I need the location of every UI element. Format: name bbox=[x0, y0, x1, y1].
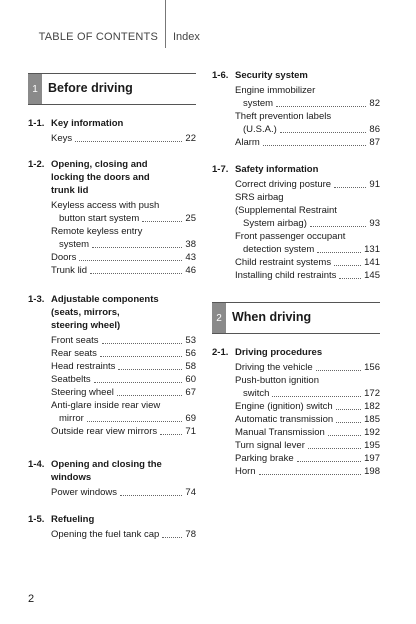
entry-last-line bbox=[235, 178, 380, 191]
entry-page-number: 141 bbox=[364, 257, 380, 268]
entry-list bbox=[51, 528, 196, 541]
dot-leader bbox=[87, 421, 183, 422]
entry-label-line: Keyless access with push bbox=[51, 200, 160, 211]
section-number: 1-7. bbox=[212, 164, 229, 175]
toc-entry-link[interactable] bbox=[235, 269, 380, 282]
toc-entry-link[interactable] bbox=[51, 360, 196, 373]
toc-entry-link[interactable] bbox=[51, 528, 196, 541]
entry-list bbox=[51, 199, 196, 277]
entry-label-line: Turn signal lever bbox=[235, 440, 305, 451]
entry-label-line: Power windows bbox=[51, 487, 117, 498]
entry-page-number: 60 bbox=[185, 374, 196, 385]
dot-leader bbox=[276, 106, 366, 107]
toc-entry-link[interactable] bbox=[51, 132, 196, 145]
entry-label-line: Trunk lid bbox=[51, 265, 88, 276]
toc-section bbox=[28, 458, 196, 499]
chapter-heading[interactable] bbox=[28, 73, 196, 105]
dot-leader bbox=[272, 396, 361, 397]
section-number: 1-2. bbox=[28, 159, 45, 170]
entry-last-line bbox=[235, 217, 380, 230]
entry-list bbox=[51, 486, 196, 499]
toc-section bbox=[212, 69, 380, 149]
entry-page-number: 93 bbox=[369, 218, 380, 229]
entry-last-line bbox=[235, 361, 380, 374]
chapter-number: 1 bbox=[28, 74, 42, 104]
entry-label-line: Parking brake bbox=[235, 453, 294, 464]
entry-page-number: 197 bbox=[364, 453, 380, 464]
entry-last-line bbox=[51, 264, 196, 277]
toc-section bbox=[212, 346, 380, 478]
section-title-line: Security system bbox=[235, 70, 308, 81]
entry-last-line bbox=[51, 132, 196, 145]
entry-last-line bbox=[51, 528, 196, 541]
section-title-line: windows bbox=[51, 472, 92, 483]
section-title-line: Adjustable components bbox=[51, 294, 159, 305]
dot-leader bbox=[334, 265, 361, 266]
entry-page-number: 192 bbox=[364, 427, 380, 438]
dot-leader bbox=[334, 187, 366, 188]
dot-leader bbox=[280, 132, 367, 133]
dot-leader bbox=[310, 226, 367, 227]
dot-leader bbox=[92, 247, 182, 248]
entry-label-line: Anti-glare inside rear view bbox=[51, 400, 161, 411]
entry-last-line bbox=[235, 136, 380, 149]
toc-entry-link[interactable] bbox=[235, 84, 380, 110]
section-number: 2-1. bbox=[212, 347, 229, 358]
entry-last-line bbox=[235, 269, 380, 282]
entry-label-line: Engine immobilizer bbox=[235, 85, 316, 96]
entry-label-line: Keys bbox=[51, 133, 73, 144]
header-divider bbox=[165, 0, 166, 48]
toc-entry-link[interactable] bbox=[51, 399, 196, 425]
entry-label-line: Horn bbox=[235, 466, 256, 477]
entry-page-number: 67 bbox=[185, 387, 196, 398]
entry-last-line bbox=[51, 238, 196, 251]
section-title-line: steering wheel) bbox=[51, 320, 121, 331]
toc-entry-link[interactable] bbox=[235, 110, 380, 136]
dot-leader bbox=[75, 141, 182, 142]
toc-section bbox=[28, 158, 196, 277]
entry-list bbox=[51, 334, 196, 438]
dot-leader bbox=[328, 435, 361, 436]
entry-list bbox=[235, 361, 380, 478]
entry-label-line: button start system bbox=[59, 213, 140, 224]
entry-last-line bbox=[51, 425, 196, 438]
dot-leader bbox=[317, 252, 361, 253]
toc-entry-link[interactable] bbox=[235, 452, 380, 465]
toc-section bbox=[28, 293, 196, 438]
entry-last-line bbox=[235, 452, 380, 465]
dot-leader bbox=[160, 434, 182, 435]
entry-last-line bbox=[235, 426, 380, 439]
dot-leader bbox=[339, 278, 361, 279]
entry-label-line: Correct driving posture bbox=[235, 179, 332, 190]
entry-page-number: 86 bbox=[369, 124, 380, 135]
toc-entry-link[interactable] bbox=[51, 386, 196, 399]
entry-label-line: system bbox=[59, 239, 90, 250]
entry-page-number: 195 bbox=[364, 440, 380, 451]
section-heading[interactable] bbox=[212, 346, 380, 359]
section-heading[interactable] bbox=[212, 69, 380, 82]
entry-page-number: 91 bbox=[369, 179, 380, 190]
entry-page-number: 46 bbox=[185, 265, 196, 276]
entry-page-number: 78 bbox=[185, 529, 196, 540]
entry-last-line bbox=[51, 212, 196, 225]
entry-label-line: Push-button ignition bbox=[235, 375, 319, 386]
entry-page-number: 156 bbox=[364, 362, 380, 373]
toc-entry-link[interactable] bbox=[235, 361, 380, 374]
dot-leader bbox=[336, 422, 361, 423]
toc-entry-link[interactable] bbox=[235, 178, 380, 191]
entry-list bbox=[235, 84, 380, 149]
section-heading[interactable] bbox=[28, 513, 196, 526]
entry-last-line bbox=[235, 400, 380, 413]
section-title-line: Key information bbox=[51, 118, 124, 129]
entry-page-number: 198 bbox=[364, 466, 380, 477]
entry-page-number: 58 bbox=[185, 361, 196, 372]
entry-label-line: Steering wheel bbox=[51, 387, 114, 398]
entry-page-number: 38 bbox=[185, 239, 196, 250]
section-title-line: Safety information bbox=[235, 164, 319, 175]
entry-label-line: SRS airbag bbox=[235, 192, 284, 203]
entry-page-number: 82 bbox=[369, 98, 380, 109]
entry-label-line: Opening the fuel tank cap bbox=[51, 529, 160, 540]
toc-entry-link[interactable] bbox=[51, 347, 196, 360]
entry-label-line: system bbox=[243, 98, 274, 109]
entry-label-line: Theft prevention labels bbox=[235, 111, 332, 122]
entry-last-line bbox=[235, 256, 380, 269]
chapter-title: When driving bbox=[232, 310, 312, 324]
entry-last-line bbox=[51, 347, 196, 360]
toc-section bbox=[212, 163, 380, 282]
entry-label-line: Rear seats bbox=[51, 348, 97, 359]
dot-leader bbox=[100, 356, 182, 357]
toc-entry-link[interactable] bbox=[235, 400, 380, 413]
entry-page-number: 71 bbox=[185, 426, 196, 437]
toc-entry-link[interactable] bbox=[51, 425, 196, 438]
entry-last-line bbox=[51, 386, 196, 399]
section-heading[interactable] bbox=[28, 158, 196, 197]
entry-last-line bbox=[235, 413, 380, 426]
toc-entry-link[interactable] bbox=[235, 426, 380, 439]
entry-label-line: Outside rear view mirrors bbox=[51, 426, 158, 437]
dot-leader bbox=[90, 273, 182, 274]
toc-entry-link[interactable] bbox=[51, 251, 196, 264]
section-heading[interactable] bbox=[28, 293, 196, 332]
dot-leader bbox=[117, 395, 183, 396]
entry-label-line: (U.S.A.) bbox=[243, 124, 277, 135]
entry-label-line: Front passenger occupant bbox=[235, 231, 346, 242]
entry-last-line bbox=[235, 387, 380, 400]
toc-entry-link[interactable] bbox=[235, 256, 380, 269]
entry-page-number: 69 bbox=[185, 413, 196, 424]
toc-entry-link[interactable] bbox=[235, 439, 380, 452]
toc-entry-link[interactable] bbox=[51, 225, 196, 251]
dot-leader bbox=[259, 474, 362, 475]
entry-last-line bbox=[51, 251, 196, 264]
chapter-number: 2 bbox=[212, 303, 226, 333]
dot-leader bbox=[142, 221, 182, 222]
entry-page-number: 53 bbox=[185, 335, 196, 346]
entry-last-line bbox=[235, 97, 380, 110]
section-number: 1-6. bbox=[212, 70, 229, 81]
toc-entry-link[interactable] bbox=[235, 136, 380, 149]
toc-entry-link[interactable] bbox=[235, 374, 380, 400]
entry-label-line: Driving the vehicle bbox=[235, 362, 313, 373]
entry-last-line bbox=[51, 412, 196, 425]
table-of-contents-link[interactable]: TABLE OF CONTENTS bbox=[38, 31, 158, 43]
toc-entry-link[interactable] bbox=[51, 199, 196, 225]
chapter-heading[interactable] bbox=[212, 302, 380, 334]
entry-label-line: System airbag) bbox=[243, 218, 307, 229]
entry-last-line bbox=[235, 123, 380, 136]
entry-page-number: 145 bbox=[364, 270, 380, 281]
dot-leader bbox=[162, 537, 182, 538]
section-title-line: Refueling bbox=[51, 514, 95, 525]
entry-page-number: 185 bbox=[364, 414, 380, 425]
dot-leader bbox=[308, 448, 361, 449]
entry-last-line bbox=[235, 439, 380, 452]
section-title-line: Opening, closing and bbox=[51, 159, 148, 170]
entry-label-line: (Supplemental Restraint bbox=[235, 205, 337, 216]
section-heading[interactable] bbox=[28, 458, 196, 484]
entry-page-number: 74 bbox=[185, 487, 196, 498]
entry-last-line bbox=[235, 243, 380, 256]
entry-last-line bbox=[51, 373, 196, 386]
section-title-line: (seats, mirrors, bbox=[51, 307, 120, 318]
section-number: 1-5. bbox=[28, 514, 45, 525]
toc-section bbox=[28, 117, 196, 145]
toc-entry-link[interactable] bbox=[235, 465, 380, 478]
section-heading[interactable] bbox=[212, 163, 380, 176]
page-header bbox=[0, 0, 416, 48]
entry-label-line: Installing child restraints bbox=[235, 270, 337, 281]
entry-label-line: Doors bbox=[51, 252, 77, 263]
index-link[interactable]: Index bbox=[173, 31, 200, 43]
chapter-title: Before driving bbox=[48, 81, 133, 95]
toc-entry-link[interactable] bbox=[235, 191, 380, 230]
entry-page-number: 43 bbox=[185, 252, 196, 263]
entry-page-number: 87 bbox=[369, 137, 380, 148]
dot-leader bbox=[336, 409, 361, 410]
page-number: 2 bbox=[28, 593, 35, 605]
dot-leader bbox=[118, 369, 182, 370]
entry-list bbox=[51, 132, 196, 145]
entry-label-line: Front seats bbox=[51, 335, 99, 346]
section-title-line: Opening and closing the bbox=[51, 459, 162, 470]
entry-list bbox=[235, 178, 380, 282]
toc-entry-link[interactable] bbox=[51, 373, 196, 386]
dot-leader bbox=[120, 495, 182, 496]
entry-last-line bbox=[235, 465, 380, 478]
entry-page-number: 182 bbox=[364, 401, 380, 412]
entry-page-number: 22 bbox=[185, 133, 196, 144]
dot-leader bbox=[102, 343, 183, 344]
entry-label-line: switch bbox=[243, 388, 270, 399]
toc-entry-link[interactable] bbox=[51, 264, 196, 277]
entry-page-number: 131 bbox=[364, 244, 380, 255]
entry-last-line bbox=[51, 360, 196, 373]
entry-label-line: Engine (ignition) switch bbox=[235, 401, 333, 412]
entry-label-line: Child restraint systems bbox=[235, 257, 332, 268]
entry-label-line: Manual Transmission bbox=[235, 427, 325, 438]
entry-last-line bbox=[51, 334, 196, 347]
section-title-line: trunk lid bbox=[51, 185, 89, 196]
toc-section bbox=[28, 513, 196, 541]
entry-label-line: Automatic transmission bbox=[235, 414, 334, 425]
entry-page-number: 56 bbox=[185, 348, 196, 359]
section-title-line: Driving procedures bbox=[235, 347, 323, 358]
entry-label-line: mirror bbox=[59, 413, 84, 424]
entry-label-line: detection system bbox=[243, 244, 315, 255]
entry-label-line: Remote keyless entry bbox=[51, 226, 143, 237]
toc-entry-link[interactable] bbox=[51, 486, 196, 499]
entry-page-number: 172 bbox=[364, 388, 380, 399]
dot-leader bbox=[263, 145, 367, 146]
toc-entry-link[interactable] bbox=[235, 413, 380, 426]
toc-entry-link[interactable] bbox=[51, 334, 196, 347]
entry-page-number: 25 bbox=[185, 213, 196, 224]
dot-leader bbox=[297, 461, 362, 462]
section-number: 1-3. bbox=[28, 294, 45, 305]
dot-leader bbox=[79, 260, 182, 261]
entry-last-line bbox=[51, 486, 196, 499]
dot-leader bbox=[316, 370, 362, 371]
section-number: 1-1. bbox=[28, 118, 45, 129]
entry-label-line: Head restraints bbox=[51, 361, 116, 372]
dot-leader bbox=[94, 382, 183, 383]
toc-entry-link[interactable] bbox=[235, 230, 380, 256]
section-number: 1-4. bbox=[28, 459, 45, 470]
section-title-line: locking the doors and bbox=[51, 172, 150, 183]
entry-label-line: Alarm bbox=[235, 137, 260, 148]
section-heading[interactable] bbox=[28, 117, 196, 130]
entry-label-line: Seatbelts bbox=[51, 374, 91, 385]
